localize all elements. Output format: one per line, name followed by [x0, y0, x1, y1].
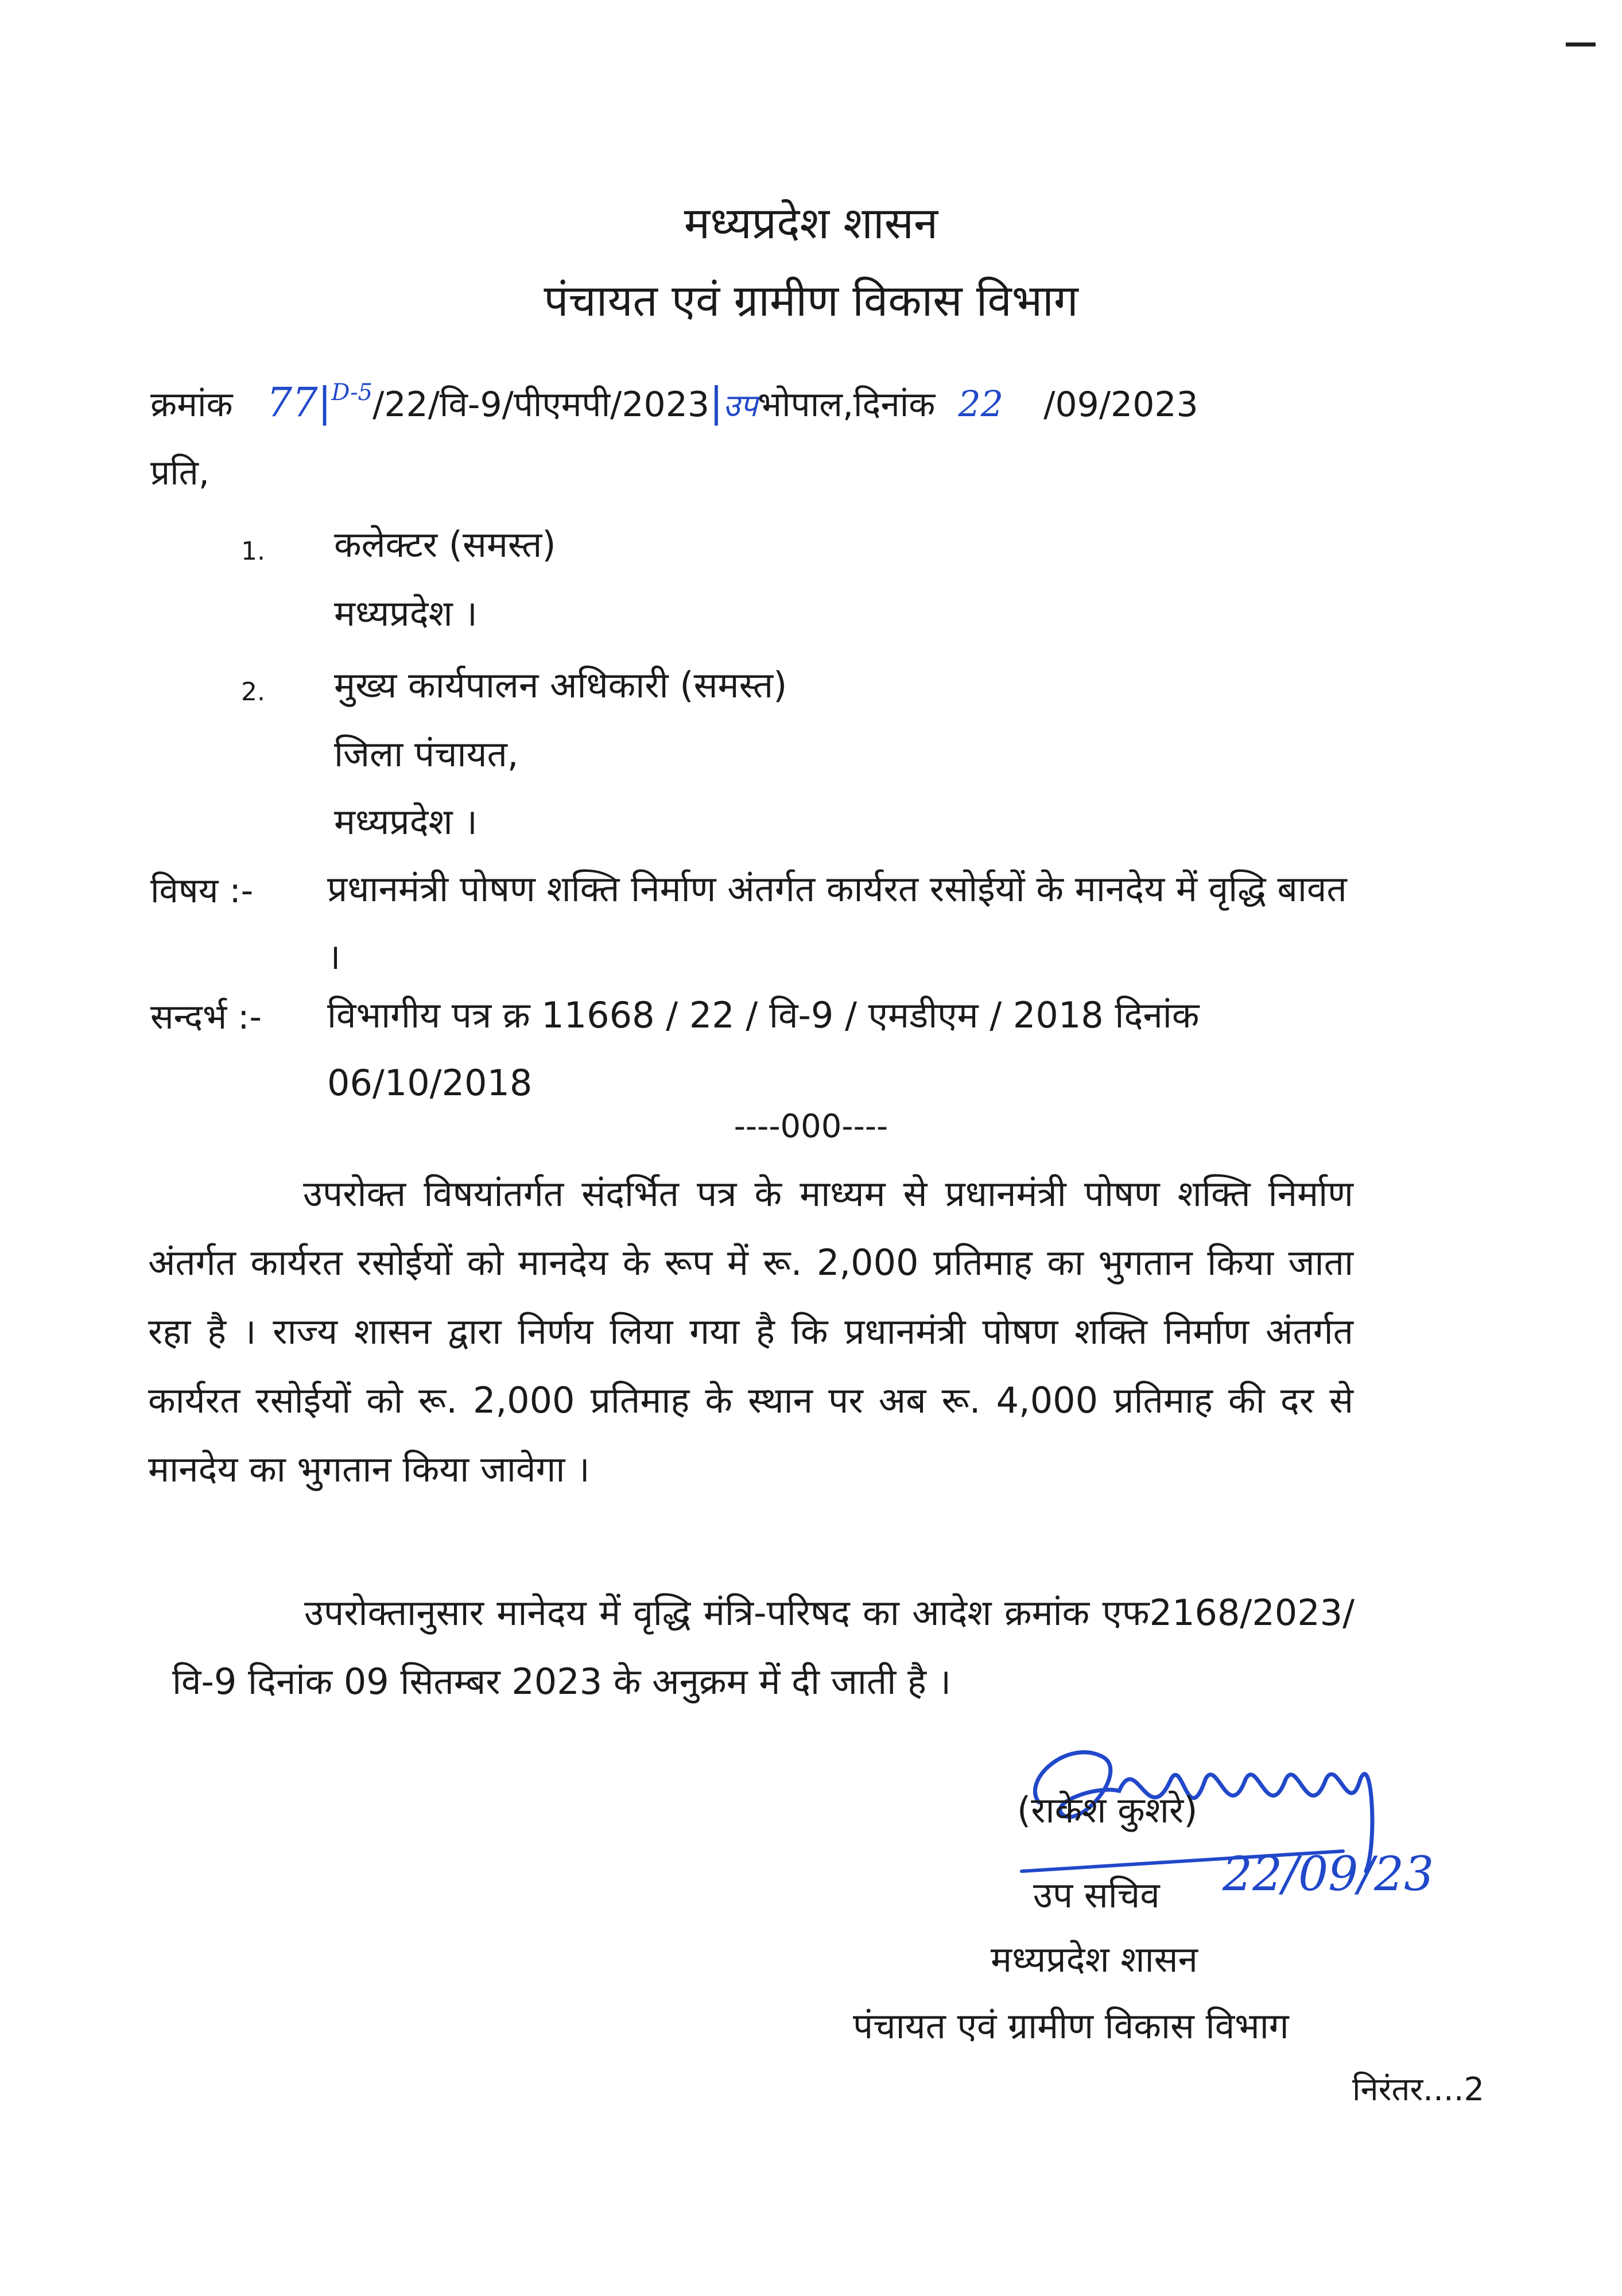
recipient-2-line-3: मध्यप्रदेश ।: [334, 801, 478, 843]
month-year: /09/2023: [1043, 385, 1198, 425]
to-label: प्रति,: [150, 453, 209, 493]
handwritten-number: 77: [266, 379, 318, 426]
signatory-org-line-2: पंचायत एवं ग्रामीण विकास विभाग: [853, 2005, 1289, 2047]
reference-prefix: क्रमांक: [150, 385, 233, 425]
signatory-designation: उप सचिव: [1033, 1874, 1160, 1916]
printed-reference-number: /22/वि-9/पीएमपी/2023: [372, 385, 710, 425]
subject-label: विषय :-: [150, 871, 254, 911]
reference-line: [150, 379, 1198, 426]
body-paragraph-2: उपरोक्तानुसार मानेदय में वृद्धि मंत्रि-परिषद का आदेश क्रमांक एफ2168/2023/वि-9 दिनांक 09 सितम्बर 2023 के अनुक्रम में दी जाती है ।: [172, 1592, 1355, 1702]
reference-text: विभागीय पत्र क्र 11668 / 22 / वि-9 / एमडीएम / 2018 दिनांक 06/10/2018: [327, 994, 1200, 1104]
government-title: मध्यप्रदेश शासन: [684, 197, 938, 249]
department-title: पंचायत एवं ग्रामीण विकास विभाग: [544, 275, 1078, 326]
body-paragraph-1: उपरोक्त विषयांतर्गत संदर्भित पत्र के माध्यम से प्रधानमंत्री पोषण शक्ति निर्माण अंतर्गत कार्यरत रसोईयों को मानदेय के रूप में रू. 2,000 प्रतिमाह का भुगतान किया जाता रहा है । राज्य शासन द्वारा निर्णय लिया गया है कि प्रधानमंत्री पोषण शक्ति निर्माण अंतर्गत कार्यरत रसोईयों को रू. 2,000 प्रतिमाह के स्थान पर अब रू. 4,000 प्रतिमाह की दर से मानदेय का भुगतान किया जावेगा ।: [148, 1173, 1353, 1490]
continued-note: निरंतर....2: [1352, 2071, 1485, 2108]
handwritten-day: 22: [958, 383, 1004, 425]
slash-stroke-2: |: [709, 379, 723, 426]
recipient-1-line-1: कलेक्टर (समस्त): [334, 523, 556, 565]
signatory-name: (राकेश कुशरे): [1017, 1789, 1198, 1831]
recipient-2-line-2: जिला पंचायत,: [334, 733, 519, 775]
subject-text: प्रधानमंत्री पोषण शक्ति निर्माण अंतर्गत कार्यरत रसोईयों के मानदेय में वृद्धि बावत ।: [327, 868, 1347, 978]
separator: ----000----: [734, 1108, 888, 1145]
place-date-label: भोपाल,दिनांक: [757, 385, 936, 425]
reference-label: सन्दर्भ :-: [150, 997, 262, 1037]
recipient-number-2: 2.: [241, 677, 265, 707]
handwritten-mark: उप: [723, 387, 758, 424]
recipient-2-line-1: मुख्य कार्यपालन अधिकारी (समस्त): [334, 664, 787, 706]
signatory-org-line-1: मध्यप्रदेश शासन: [991, 1938, 1198, 1980]
corner-mark: [1566, 42, 1596, 46]
recipient-number-1: 1.: [241, 537, 265, 566]
slash-stroke: |: [317, 379, 332, 426]
signature-date: 22/09/23: [1223, 1847, 1434, 1902]
recipient-1-line-2: मध्यप्रदेश ।: [334, 592, 478, 634]
handwritten-superscript: D-5: [331, 379, 373, 406]
